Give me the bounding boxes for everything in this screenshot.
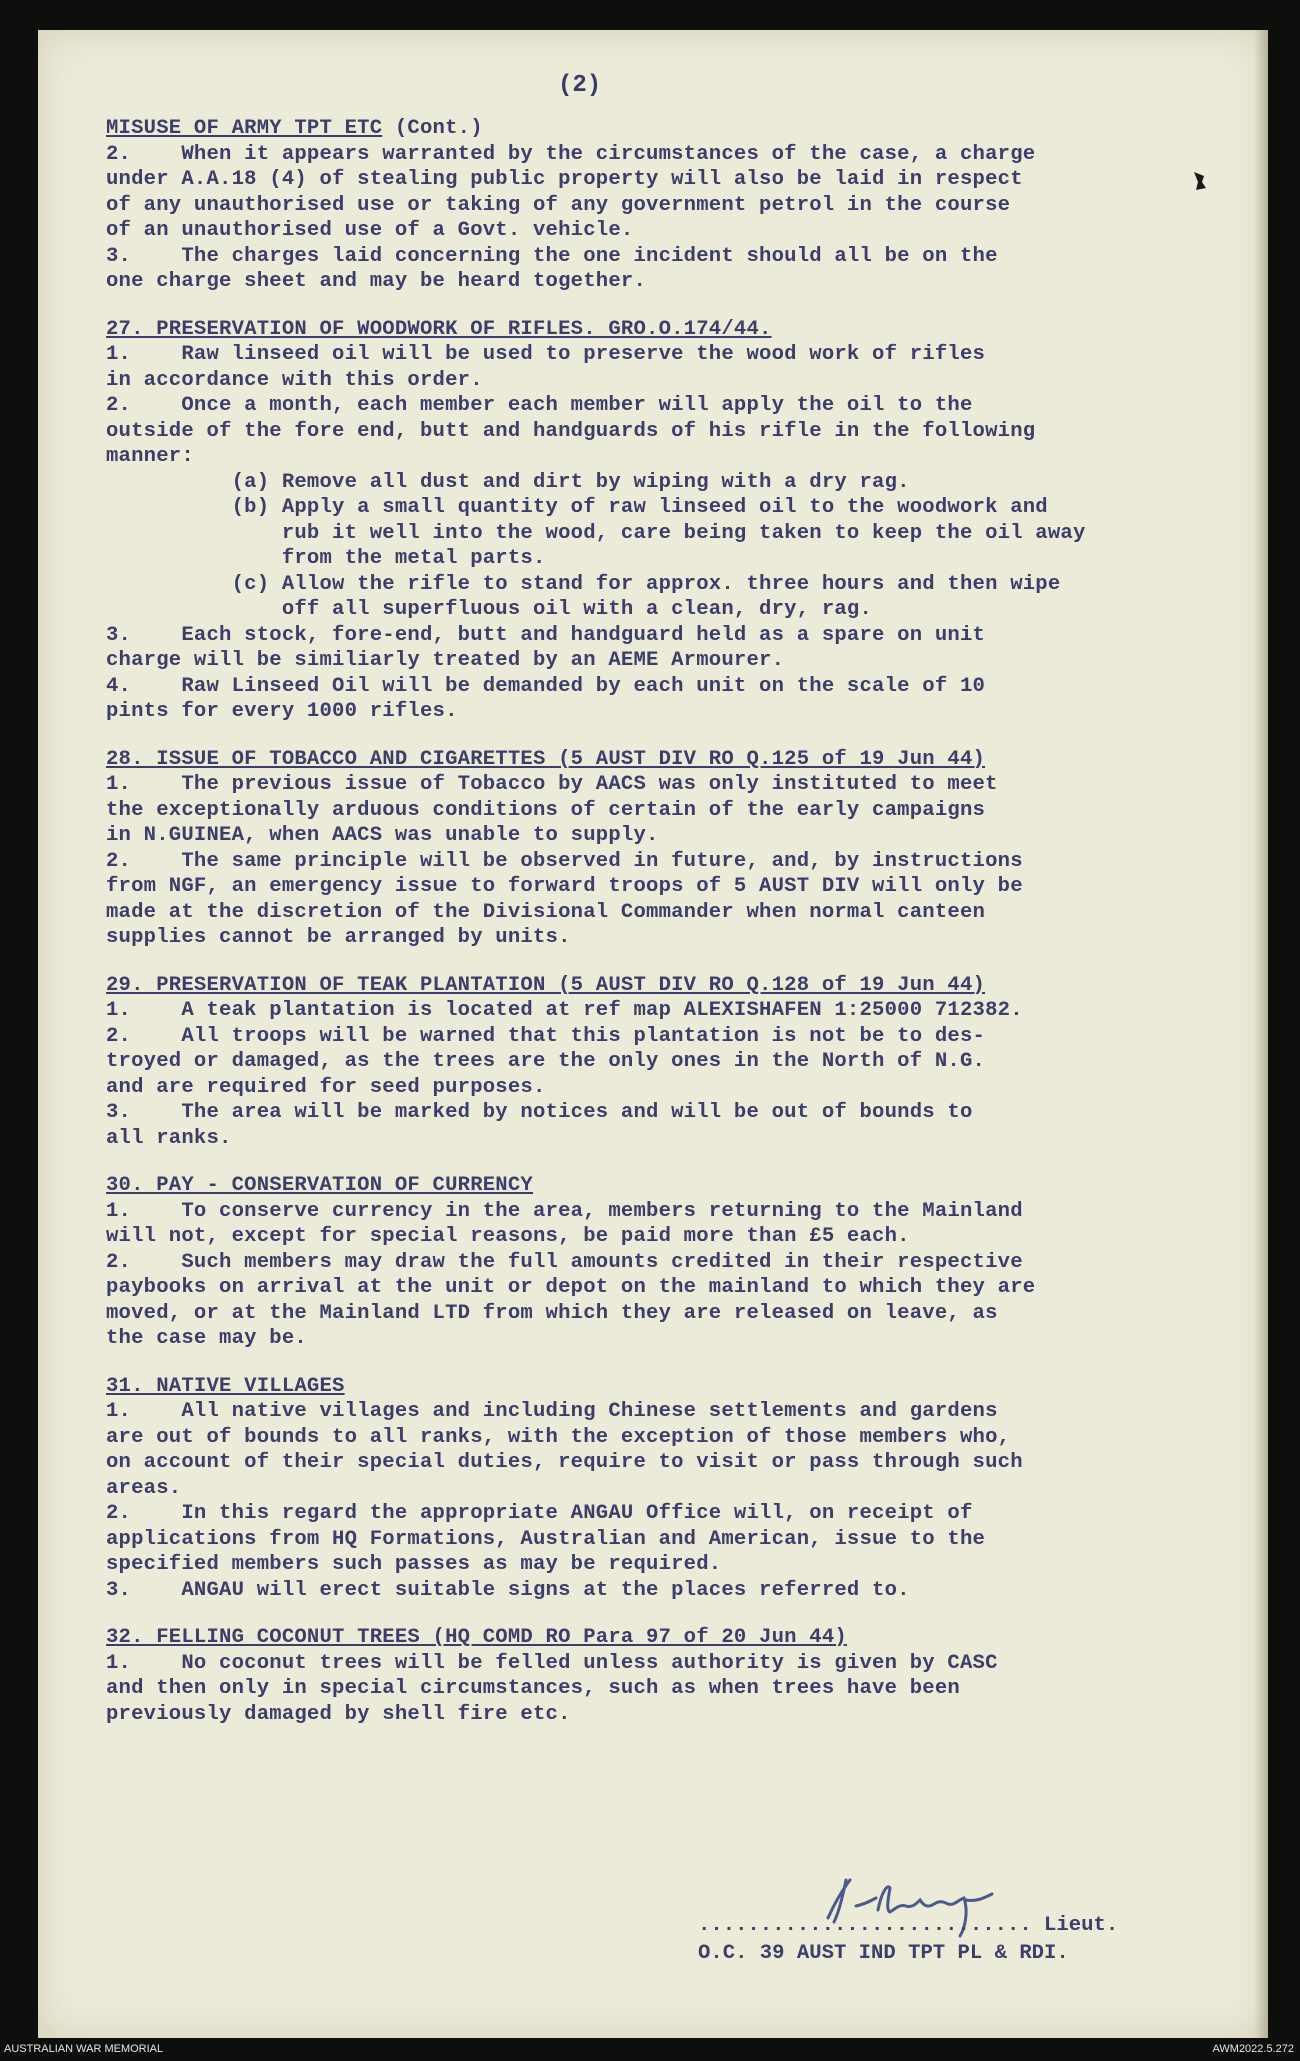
text-line: from the metal parts. [106, 547, 546, 570]
section-heading-title: 27. PRESERVATION OF WOODWORK OF RIFLES. GRO.O.174/44. [106, 317, 772, 341]
text-line: will not, except for special reasons, be paid more than £5 each. [106, 1225, 910, 1248]
text-line: 1. To conserve currency in the area, members returning to the Mainland [106, 1199, 1023, 1223]
text-line: charge will be similiarly treated by an AEME Armourer. [106, 649, 785, 672]
text-line: 2. The same principle will be observed in future, and, by instructions [106, 849, 1023, 873]
text-line: and then only in special circumstances, such as when trees have been [106, 1677, 960, 1700]
document-page [38, 30, 1268, 2038]
section-heading [106, 973, 1256, 999]
text-line: made at the discretion of the Divisional Commander when normal canteen [106, 900, 986, 924]
section-heading [106, 1173, 1256, 1199]
text-line: in accordance with this order. [106, 368, 483, 392]
section-heading-title: 30. PAY - CONSERVATION OF CURRENCY [106, 1174, 533, 1197]
section-heading [106, 747, 1256, 773]
text-line: 3. The area will be marked by notices and will be out of bounds to [106, 1101, 973, 1124]
section-heading [106, 1625, 1256, 1651]
text-line: paybooks on arrival at the unit or depot on the mainland to which they are [106, 1276, 1036, 1299]
section-heading [106, 116, 1256, 142]
text-line: all ranks. [106, 1126, 232, 1150]
caption-right: AWM2022.5.272 [1212, 2043, 1294, 2055]
text-line: 1. The previous issue of Tobacco by AACS was only instituted to meet [106, 773, 998, 796]
text-line: (a) Remove all dust and dirt by wiping with a dry rag. [106, 470, 910, 494]
text-line: 2. Such members may draw the full amounts credited in their respective [106, 1250, 1023, 1274]
section-heading-title: 28. ISSUE OF TOBACCO AND CIGARETTES (5 AUST DIV RO Q.125 of 19 Jun 44) [106, 747, 986, 771]
text-line: from NGF, an emergency issue to forward troops of 5 AUST DIV will only be [106, 875, 1023, 898]
text-line: (c) Allow the rifle to stand for approx. three hours and then wipe [106, 572, 1061, 596]
text-line: specified members such passes as may be required. [106, 1553, 722, 1576]
text-line: 1. Raw linseed oil will be used to preserve the wood work of rifles [106, 343, 986, 366]
text-line: manner: [106, 445, 194, 468]
text-line: 2. All troops will be warned that this plantation is not be to des- [106, 1024, 986, 1048]
text-line: outside of the fore end, butt and handguards of his rifle in the following [106, 419, 1036, 443]
text-line: 3. Each stock, fore-end, butt and handguard held as a spare on unit [106, 623, 986, 647]
text-line: 3. The charges laid concerning the one incident should all be on the [106, 244, 998, 268]
section-heading-title: MISUSE OF ARMY TPT ETC [106, 117, 383, 140]
signature-title: O.C. 39 AUST IND TPT PL & RDI. [698, 1942, 1069, 1965]
text-line: pints for every 1000 rifles. [106, 700, 458, 723]
text-line: in N.GUINEA, when AACS was unable to supply. [106, 824, 659, 847]
section [106, 747, 1256, 951]
text-line: of an unauthorised use of a Govt. vehicle. [106, 219, 634, 242]
text-line: of any unauthorised use or taking of any government petrol in the course [106, 193, 1011, 217]
text-line: previously damaged by shell fire etc. [106, 1702, 571, 1726]
section [106, 1173, 1256, 1352]
section-heading-title: 32. FELLING COCONUT TREES (HQ COMD RO Para 97 of 20 Jun 44) [106, 1626, 847, 1649]
text-line: troyed or damaged, as the trees are the only ones in the North of N.G. [106, 1050, 986, 1073]
text-line: and are required for seed purposes. [106, 1075, 546, 1099]
text-line: 2. When it appears warranted by the circumstances of the case, a charge [106, 142, 1036, 166]
text-line: 1. A teak plantation is located at ref map ALEXISHAFEN 1:25000 712382. [106, 999, 1023, 1022]
section [106, 1625, 1256, 1727]
signature-line: ........................... Lieut. [698, 1914, 1119, 1937]
section-heading-title: 31. NATIVE VILLAGES [106, 1374, 345, 1398]
section [106, 973, 1256, 1152]
text-line: rub it well into the wood, care being taken to keep the oil away [106, 521, 1086, 545]
section [106, 116, 1256, 295]
text-line: 1. All native villages and including Chinese settlements and gardens [106, 1400, 998, 1423]
section-heading [106, 1374, 1256, 1400]
text-line: 2. In this regard the appropriate ANGAU Office will, on receipt of [106, 1502, 973, 1525]
text-line: are out of bounds to all ranks, with the exception of those members who, [106, 1425, 1011, 1449]
document-body [106, 116, 1256, 1749]
text-line: (b) Apply a small quantity of raw linseed oil to the woodwork and [106, 496, 1048, 519]
section [106, 317, 1256, 725]
text-line: off all superfluous oil with a clean, dry, rag. [106, 598, 873, 621]
section [106, 1374, 1256, 1604]
text-line: applications from HQ Formations, Australian and American, issue to the [106, 1527, 986, 1551]
caption-left: AUSTRALIAN WAR MEMORIAL [4, 2043, 164, 2055]
text-line: the case may be. [106, 1327, 307, 1350]
signature-block [698, 1912, 1118, 1968]
section-heading [106, 317, 1256, 343]
page-number: (2) [558, 72, 602, 99]
text-line: 2. Once a month, each member each member will apply the oil to the [106, 394, 973, 417]
text-line: on account of their special duties, require to visit or pass through such [106, 1451, 1023, 1474]
text-line: supplies cannot be arranged by units. [106, 926, 571, 949]
text-line: one charge sheet and may be heard together. [106, 270, 647, 293]
text-line: the exceptionally arduous conditions of certain of the early campaigns [106, 798, 986, 822]
text-line: 3. ANGAU will erect suitable signs at the places referred to. [106, 1578, 910, 1602]
text-line: 1. No coconut trees will be felled unless authority is given by CASC [106, 1651, 998, 1675]
text-line: 4. Raw Linseed Oil will be demanded by each unit on the scale of 10 [106, 674, 986, 698]
section-heading-suffix: (Cont.) [382, 117, 483, 140]
section-heading-title: 29. PRESERVATION OF TEAK PLANTATION (5 AUST DIV RO Q.128 of 19 Jun 44) [106, 973, 986, 997]
text-line: under A.A.18 (4) of stealing public property will also be laid in respect [106, 168, 1023, 191]
text-line: moved, or at the Mainland LTD from which they are released on leave, as [106, 1301, 998, 1325]
text-line: areas. [106, 1476, 182, 1500]
